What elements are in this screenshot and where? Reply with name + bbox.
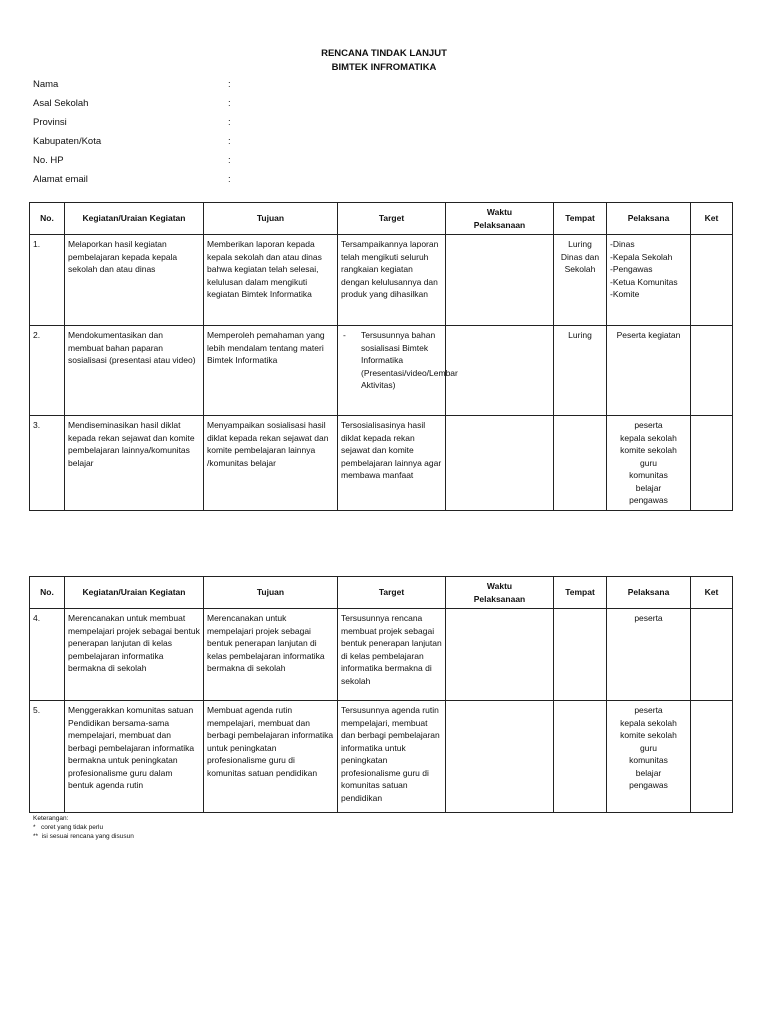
header-kegiatan: Kegiatan/Uraian Kegiatan xyxy=(65,577,204,609)
cell-waktu xyxy=(446,326,554,416)
cell-tujuan: Menyampaikan sosialisasi hasil diklat kepada rekan sejawat dan komite pembelajaran lainnya /komunitas belajar xyxy=(204,416,338,511)
pelaksana-line: pengawas xyxy=(629,780,668,790)
plan-table-1 xyxy=(29,202,733,511)
table-header-row xyxy=(30,577,733,609)
pelaksana-line: belajar xyxy=(635,482,662,493)
form-colon: : xyxy=(228,174,231,185)
header-tempat: Tempat xyxy=(554,203,607,235)
cell-pelaksana xyxy=(607,701,691,813)
header-ket: Ket xyxy=(691,203,733,235)
header-pelaksana: Pelaksana xyxy=(607,577,691,609)
header-tujuan: Tujuan xyxy=(204,577,338,609)
cell-waktu xyxy=(446,235,554,326)
cell-tujuan: Membuat agenda rutin mempelajari, membuat dan berbagi pembelajaran informatika untuk peningkatan profesionalisme guru di komunitas satuan pendidikan xyxy=(204,701,338,813)
document-subtitle: BIMTEK INFROMATIKA xyxy=(331,62,437,73)
pelaksana-line: guru xyxy=(639,457,657,468)
form-label: No. HP xyxy=(33,155,64,166)
pelaksana-line: komunitas xyxy=(629,470,668,480)
cell-tujuan: Memberikan laporan kepada kepala sekolah dan atau dinas bahwa kegiatan telah selesai, kelulusan dalam mengikuti kegiatan Bimtek Informatika xyxy=(204,235,338,326)
pelaksana-line: pengawas xyxy=(629,495,668,505)
form-colon: : xyxy=(228,155,231,166)
header-waktu-line2: Pelaksanaan xyxy=(473,219,526,230)
cell-ket xyxy=(691,701,733,813)
cell-kegiatan: Melaporkan hasil kegiatan pembelajaran kepada kepala sekolah dan atau dinas xyxy=(65,235,204,326)
form-label: Provinsi xyxy=(33,117,67,128)
form-label: Alamat email xyxy=(33,174,88,185)
cell-tempat xyxy=(554,416,607,511)
cell-pelaksana xyxy=(607,416,691,511)
cell-ket xyxy=(691,235,733,326)
pelaksana-line: komunitas xyxy=(629,755,668,765)
document-title: RENCANA TINDAK LANJUT xyxy=(321,48,447,59)
cell-tujuan: Memperoleh pemahaman yang lebih mendalam tentang materi Bimtek Informatika xyxy=(204,326,338,416)
note-text: coret yang tidak perlu xyxy=(40,824,104,831)
pelaksana-line: komite sekolah xyxy=(620,445,677,455)
cell-target xyxy=(338,326,458,416)
cell-kegiatan: Mendokumentasikan dan membuat bahan paparan sosialisasi (presentasi atau video) xyxy=(65,326,204,416)
form-row-nama xyxy=(33,79,293,98)
pelaksana-item: - Ketua Komunitas xyxy=(610,276,687,289)
cell-tempat xyxy=(554,609,607,701)
header-ket: Ket xyxy=(691,577,733,609)
pelaksana-line: belajar xyxy=(635,767,662,778)
cell-target: Tersusunnya rencana membuat projek sebagai bentuk penerapan lanjutan di kelas pembelajaran informatika bermakna di sekolah xyxy=(338,609,446,701)
identity-form xyxy=(33,79,293,193)
note-mark: ** xyxy=(33,833,39,840)
cell-pelaksana xyxy=(607,235,691,326)
cell-no: 1. xyxy=(30,235,65,326)
form-row-provinsi xyxy=(33,117,293,136)
pelaksana-item: - Kepala Sekolah xyxy=(610,251,687,264)
tempat-line: Sekolah xyxy=(564,264,596,274)
form-colon: : xyxy=(228,117,231,128)
header-target: Target xyxy=(338,577,446,609)
form-row-no-hp xyxy=(33,155,293,174)
table-header-row xyxy=(30,203,733,235)
cell-ket xyxy=(691,416,733,511)
pelaksana-item: - Dinas xyxy=(610,238,687,251)
cell-kegiatan: Merencanakan untuk membuat mempelajari projek sebagai bentuk penerapan lanjutan di kelas pembelajaran informatika bermakna di sekolah xyxy=(65,609,204,701)
form-label: Asal Sekolah xyxy=(33,98,89,109)
cell-target: Tersosialisasinya hasil diklat kepada rekan sejawat dan komite pembelajaran lainnya agar membawa manfaat xyxy=(338,416,446,511)
form-colon: : xyxy=(228,79,231,90)
header-waktu xyxy=(446,203,554,235)
header-pelaksana: Pelaksana xyxy=(607,203,691,235)
pelaksana-list xyxy=(610,238,687,301)
cell-waktu xyxy=(446,416,554,511)
cell-no: 3. xyxy=(30,416,65,511)
notes xyxy=(33,814,134,841)
header-kegiatan: Kegiatan/Uraian Kegiatan xyxy=(65,203,204,235)
cell-tempat: Luring xyxy=(554,326,607,416)
cell-kegiatan: Menggerakkan komunitas satuan Pendidikan bersama-sama mempelajari, membuat dan berbagi pembelajaran informatika bermakna untuk peningkatan profesionalisme guru dalam bentuk agenda rutin xyxy=(65,701,204,813)
cell-pelaksana: Peserta kegiatan xyxy=(607,326,691,416)
header-target: Target xyxy=(338,203,446,235)
cell-waktu xyxy=(446,701,554,813)
cell-target: Tersampaikannya laporan telah mengikuti seluruh rangkaian kegiatan dengan kelulusannya dan produk yang dihasilkan xyxy=(338,235,446,326)
pelaksana-line: kepala sekolah xyxy=(620,432,677,443)
header-waktu xyxy=(446,577,554,609)
pelaksana-item: - Pengawas xyxy=(610,263,687,276)
cell-pelaksana: peserta xyxy=(607,609,691,701)
table-row xyxy=(30,326,733,416)
cell-tempat xyxy=(554,235,607,326)
header-tujuan: Tujuan xyxy=(204,203,338,235)
pelaksana-line: peserta xyxy=(634,705,663,715)
cell-tempat xyxy=(554,701,607,813)
cell-no: 4. xyxy=(30,609,65,701)
form-row-kabupaten-kota xyxy=(33,136,293,155)
header-waktu-line1: Waktu xyxy=(486,207,513,217)
header-tempat: Tempat xyxy=(554,577,607,609)
table-row xyxy=(30,609,733,701)
note-item xyxy=(33,832,134,841)
cell-kegiatan: Mendiseminasikan hasil diklat kepada rekan sejawat dan komite pembelajaran lainnya/komunitas belajar xyxy=(65,416,204,511)
pelaksana-line: peserta xyxy=(634,420,663,430)
header-no: No. xyxy=(30,577,65,609)
note-item xyxy=(33,823,134,832)
cell-waktu xyxy=(446,609,554,701)
pelaksana-line: komite sekolah xyxy=(620,730,677,740)
table-row xyxy=(30,701,733,813)
cell-ket xyxy=(691,326,733,416)
tempat-line: Dinas dan xyxy=(560,251,600,262)
pelaksana-item: - Komite xyxy=(610,288,687,301)
note-text: isi sesuai rencana yang disusun xyxy=(41,833,134,840)
cell-no: 2. xyxy=(30,326,65,416)
form-label: Kabupaten/Kota xyxy=(33,136,102,147)
header-waktu-line1: Waktu xyxy=(486,581,513,591)
form-colon: : xyxy=(228,136,231,147)
cell-target: Tersusunnya agenda rutin mempelajari, membuat dan berbagi pembelajaran informatika untuk peningkatan profesionalisme guru di komunitas satuan pendidikan xyxy=(338,701,446,813)
target-dash: - xyxy=(343,330,346,340)
note-mark: * xyxy=(33,824,36,831)
form-label: Nama xyxy=(33,79,59,90)
header-waktu-line2: Pelaksanaan xyxy=(473,593,526,604)
cell-ket xyxy=(691,609,733,701)
table-row xyxy=(30,235,733,326)
pelaksana-line: kepala sekolah xyxy=(620,717,677,728)
header-no: No. xyxy=(30,203,65,235)
cell-no: 5. xyxy=(30,701,65,813)
cell-tujuan: Merencanakan untuk mempelajari projek sebagai bentuk penerapan lanjutan di kelas pembelajaran informatika bermakna di sekolah xyxy=(204,609,338,701)
notes-heading: Keterangan: xyxy=(33,815,69,822)
form-row-asal-sekolah xyxy=(33,98,293,117)
pelaksana-line: guru xyxy=(639,742,657,753)
table-row xyxy=(30,416,733,511)
form-colon: : xyxy=(228,98,231,109)
tempat-line: Luring xyxy=(568,239,592,249)
plan-table-2 xyxy=(29,576,733,813)
target-text: Tersusunnya bahan sosialisasi Bimtek Informatika (Presentasi/video/Lembar Aktivitas) xyxy=(361,330,458,390)
form-row-alamat-email xyxy=(33,174,293,193)
